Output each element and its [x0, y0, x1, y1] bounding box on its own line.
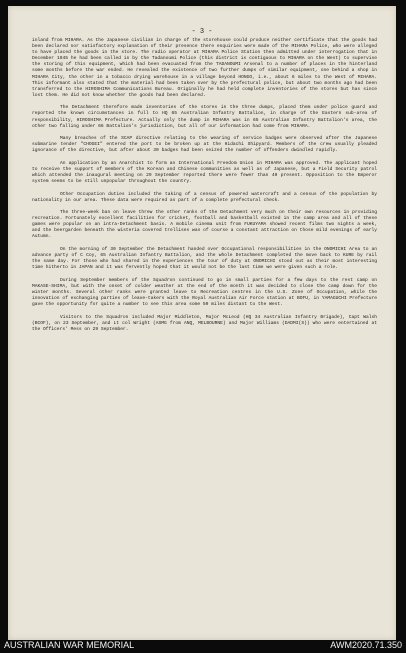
page-number: - 3 - — [191, 28, 213, 36]
archive-reference: AWM2020.71.350 — [330, 640, 402, 650]
archive-name: AUSTRALIAN WAR MEMORIAL — [4, 640, 135, 650]
paragraph: Other Occupation duties included the taking of a census of powered watercraft and a census of the population by nationality in our area. These data were required as part of a complete prefectural check. — [32, 191, 377, 203]
paragraph: Many breaches of the SCAP directive relating to the wearing of service badges were observed after the Japanese submarine tender "CHOGEI" entered the port to be broken up at the Hidachi Shipyard. Members of the crew usually pleaded ignorance of the directive, but after about 30 badges had been seized the number of offenders dwindled rapidly. — [32, 136, 377, 154]
paragraph: The Detachment therefore made inventories of the stores in the three dumps, placed them under police guard and reported the known circumstances in full to HQ 65 Australian Infantry Battalion, in charge of the Eastern sub-area of responsibility, HIROSHIMA Prefecture. Actually only the dump in MIHARA was in 65 Australian Infantry Battalion's area, the other two falling under 66 Battalion's jurisdiction, but all of our information had come from MIHARA. — [32, 105, 377, 129]
paragraph: inland from MIHARA. As the Japanese civilian in charge of the storehouse could produce neither certificate that the goods had been declared nor satisfactory explanation of their presence there enquiries were made of the MIHARA Police, who were alleged to have placed the goods in the store. The radio operator at MIHARA Police Station then admitted under interrogation that in December 1945 he had been called in by the Tadanoumi Police (this district is contiguous to MIHARA on the West) to supervise the storing of this equipment, which had been evacuated from the TADANOUMI Arsenal to a number of places in the hinterland some months before the war ended. He revealed the existence of two further dumps of similar equipment, one behind a shop in MIHARA City, the other in a tobacco drying warehouse in a village beyond HONGO, i.e., about 6 miles to the West of MIHARA. This informant also stated that the material had been taken over by the prefectural police, but about two months ago had been transferred to the HIROSHIMA Communications Bureau. Originally he had held complete inventories of the stores but has since lost them. He did not know whether the goods had been declared. — [32, 38, 377, 98]
archive-footer — [0, 640, 406, 653]
document-page — [8, 6, 396, 640]
paragraph: During September members of the Squadron continued to go in small parties for a few days to the rest camp on MAKASE-SHIMA, but with the onset of colder weather at the end of the month it was decided to close the camp down for the winter months. Several other ranks were granted leave to Recreation centres in the U.S. Zone of Occupation, while the innovation of exchanging parties of leave-takers with the Royal Australian Air Force station at BOFU, in YAMAGUCHI Prefecture gave the opportunity for quite a number to see this area some 50 miles distant to the West. — [32, 277, 377, 308]
paragraph: On the morning of 30 September the Detachment handed over Occupational responsibilities in the ONOMICHI Area to an advance party of C Coy, 65 Australian Infantry Battalion, and the whole Detachment completed the move back to KURE by rail the same day. For those who had shared in the experiences the tour of duty at ONOMICHI stood out as their most interesting time hitherto in JAPAN and it was fervently hoped that it would not be the last time we were given such a role. — [32, 246, 377, 271]
paragraph: An application by an Anarchist to form an International Freedom Union in MIHARA was approved. The applicant hoped to receive the support of members of the Korean and Chinese communities as well as of Japanese, but a Field Security patrol which attended the inaugural meeting on 29 September reported there were fewer than 40 present. Opposition to the Emperor system seems to be still unpopular throughout the country. — [32, 160, 377, 185]
paragraph: Visitors to the Squadron included Major Middleton, Major McLeod (HQ 34 Australian Infantry Brigade), Capt Walsh (BCOF), on 23 September, and Lt col Wright (ASMG from ANQ, MELBOURNE) and Major Williams (DADMI(S)) who were entertained at the Officers' Mess on 29 September. — [32, 314, 377, 332]
document-body — [32, 38, 377, 339]
paragraph: The three-week ban on leave threw the other ranks of the Detachment very much on their own resources in providing recreation. Fortunately excellent facilities for cricket, football and basketball existed in the camp area and all of these games were popular on an intra-Detachment basis. A mobile cinema unit from FUKUYAMA showed recent films two nights a week, and the beergarden beneath the wisteria covered trellises was of course a constant attraction on those mild evenings of early Autumn. — [32, 210, 377, 240]
